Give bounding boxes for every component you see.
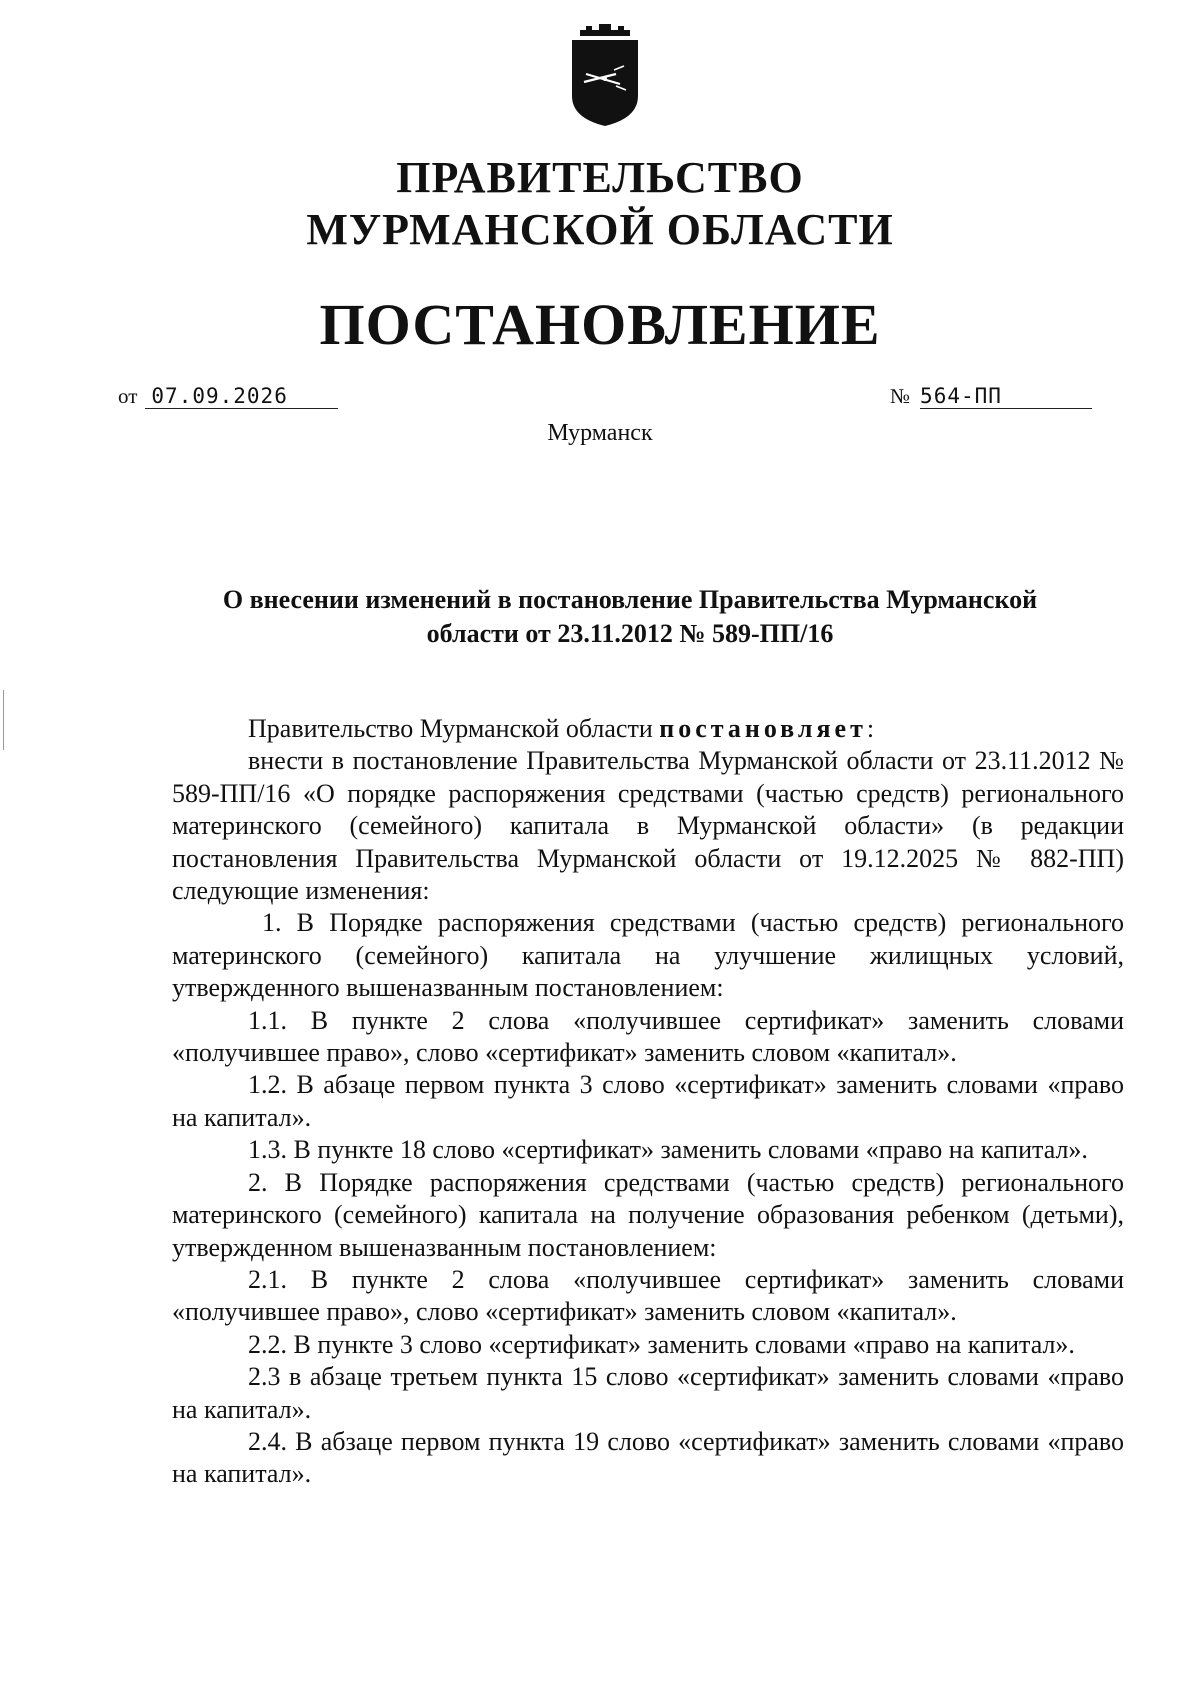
document-type: ПОСТАНОВЛЕНИЕ xyxy=(319,292,881,357)
paragraph: внести в постановление Правительства Мурманской области от 23.11.2012 № 589-ПП/16 «О порядке распоряжения средствами (частью средств) регионального материнского (семейного) капитала в Мурманской области» (в редакции постановления Правительства Мурманской области от 19.12.2025 № 882-ПП) следующие изменения: xyxy=(172,746,1124,906)
subject-line2: области от 23.11.2012 № 589-ПП/16 xyxy=(426,619,834,648)
subject-line1: О внесении изменений в постановление Правительства Мурманской xyxy=(222,585,1038,614)
date-value: 07.09.2026 xyxy=(145,384,338,409)
paragraph: 1.3. В пункте 18 слово «сертификат» заменить словами «право на капитал». xyxy=(248,1135,1088,1165)
number-label: № xyxy=(890,384,911,408)
paragraph: 1. В Порядке распоряжения средствами (частью средств) регионального материнского (семейного) капитала на улучшение жилищных условий, утвержденного вышеназванным постановлением: xyxy=(172,908,1124,1003)
document-subject xyxy=(150,583,1110,651)
resolution-intro xyxy=(172,713,1124,745)
city-name: Мурманск xyxy=(547,420,653,446)
government-title-line2: МУРМАНСКОЙ ОБЛАСТИ xyxy=(306,205,894,254)
paragraph: 1.1. В пункте 2 слова «получившее сертификат» заменить словами «получившее право», слово «сертификат» заменить словом «капитал». xyxy=(172,1005,1124,1068)
intro-colon: : xyxy=(866,714,875,743)
scan-margin-mark xyxy=(3,690,4,750)
coat-of-arms-icon xyxy=(564,22,646,128)
paragraph: 2. В Порядке распоряжения средствами (частью средств) регионального материнского (семейного) капитала на получение образования ребенком (детьми), утвержденном вышеназванным постановлением: xyxy=(172,1167,1124,1262)
resolves-word: постановляет xyxy=(659,714,867,743)
paragraph: 2.2. В пункте 3 слово «сертификат» заменить словами «право на капитал». xyxy=(248,1329,1075,1359)
paragraph: 1.2. В абзаце первом пункта 3 слово «сертификат» заменить словами «право на капитал». xyxy=(172,1070,1124,1132)
government-title xyxy=(0,152,1200,256)
government-title-line1: ПРАВИТЕЛЬСТВО xyxy=(396,153,804,202)
document-body xyxy=(172,713,1124,1491)
intro-text: Правительство Мурманской области xyxy=(248,714,660,743)
number-value: 564-ПП xyxy=(920,384,1092,409)
paragraph: 2.3 в абзаце третьем пункта 15 слово «сертификат» заменить словами «право на капитал». xyxy=(172,1362,1124,1424)
paragraph: 2.4. В абзаце первом пункта 19 слово «сертификат» заменить словами «право на капитал». xyxy=(172,1426,1124,1489)
paragraph: 2.1. В пункте 2 слова «получившее сертификат» заменить словами «получившее право», слово «сертификат» заменить словом «капитал». xyxy=(172,1264,1124,1327)
date-block xyxy=(118,384,338,409)
number-block xyxy=(890,384,1092,409)
date-label: от xyxy=(118,384,138,408)
